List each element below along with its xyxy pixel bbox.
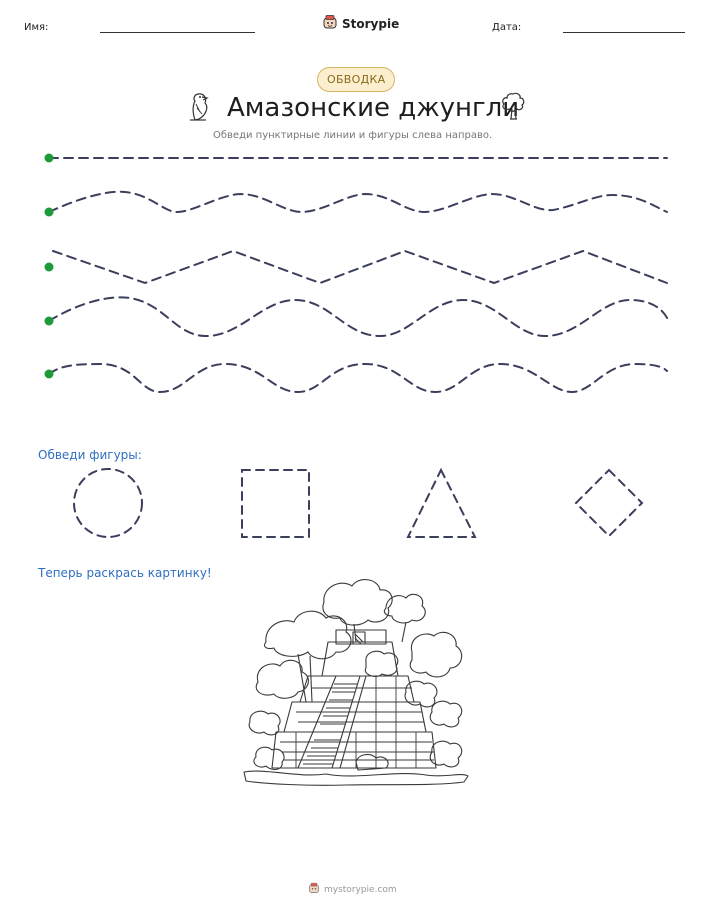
parrot-icon [184, 90, 212, 126]
name-field-line[interactable] [100, 32, 255, 33]
start-dot [45, 370, 54, 379]
date-label: Дата: [492, 22, 522, 33]
name-label: Имя: [24, 22, 49, 33]
start-dot [45, 208, 54, 217]
date-field-line[interactable] [563, 32, 685, 33]
footer [308, 882, 397, 897]
trace-line-wave-1 [49, 192, 667, 212]
coloring-heading: Теперь раскрась картинку! [38, 566, 212, 580]
tracing-lines [0, 140, 709, 400]
trace-line-wave-2 [49, 297, 669, 336]
trace-line-wave-3 [49, 364, 667, 392]
page-title: Амазонские джунгли [227, 93, 520, 123]
tracing-shapes [0, 460, 709, 550]
start-dot [45, 154, 54, 163]
storypie-logo-icon [322, 14, 338, 33]
footer-url[interactable]: mystorypie.com [324, 884, 397, 895]
brand-logo [322, 14, 399, 33]
start-dot [45, 317, 54, 326]
jungle-temple-picture [236, 572, 472, 788]
shape-circle [74, 469, 142, 537]
start-dot [45, 263, 54, 272]
shape-triangle [408, 470, 475, 537]
shapes-heading: Обведи фигуры: [38, 448, 142, 462]
shape-diamond [576, 470, 642, 536]
trace-line-zigzag [53, 251, 667, 283]
category-badge: ОБВОДКА [317, 67, 395, 92]
instructions: Обведи пунктирные линии и фигуры слева направо. [213, 130, 493, 141]
tree-icon [498, 90, 528, 126]
brand-name: Storypie [342, 16, 400, 31]
shape-square [242, 470, 309, 537]
storypie-logo-icon [308, 882, 320, 897]
